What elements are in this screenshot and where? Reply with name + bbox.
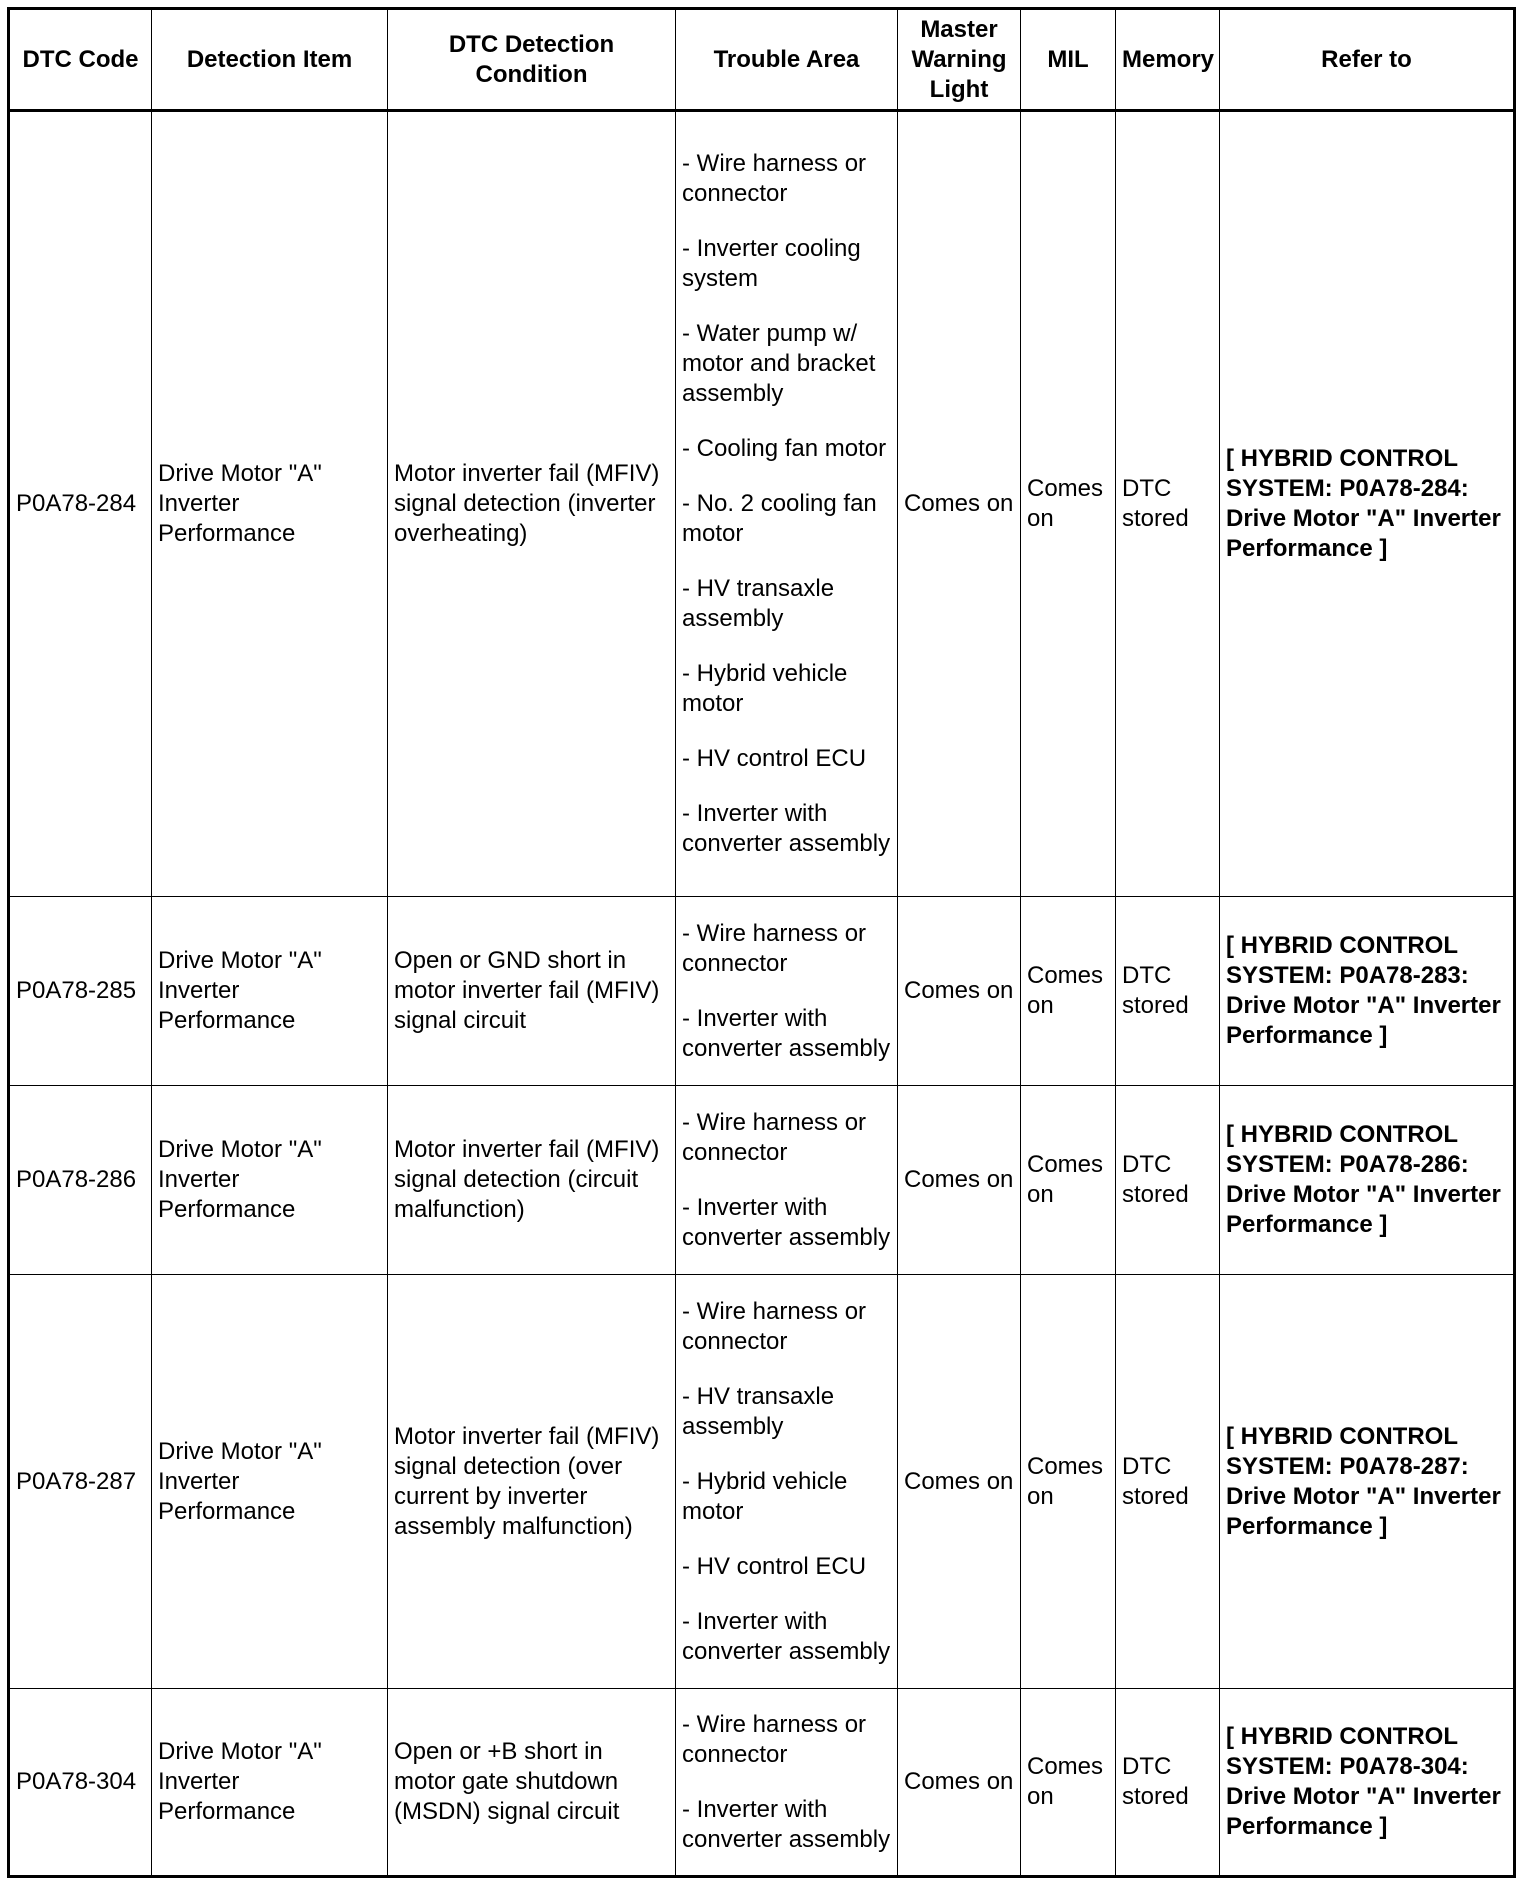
refer-to-cell: [ HYBRID CONTROL SYSTEM: P0A78-304: Drive Motor "A" Inverter Performance ] [1220, 1689, 1515, 1877]
dtc-code-cell: P0A78-287 [9, 1275, 152, 1689]
trouble-area-item: - HV control ECU [682, 1552, 867, 1580]
trouble-area-item: - HV control ECU [682, 745, 867, 772]
trouble-area-item: - HV transaxle assembly [682, 1382, 835, 1440]
mil-cell: Comes on [1021, 897, 1116, 1086]
mil-cell: Comes on [1021, 1086, 1116, 1275]
detection-condition-cell: Motor inverter fail (MFIV) signal detection (over current by inverter assembly malfunction) [388, 1275, 676, 1689]
trouble-area-item: - Cooling fan motor [682, 435, 887, 462]
trouble-area-item: - Inverter with converter assembly [682, 1607, 891, 1665]
detection-item-cell: Drive Motor "A" Inverter Performance [152, 1275, 388, 1689]
detection-condition-cell: Open or +B short in motor gate shutdown (MSDN) signal circuit [388, 1689, 676, 1877]
memory-cell: DTC stored [1116, 1689, 1220, 1877]
dtc-code-cell: P0A78-286 [9, 1086, 152, 1275]
trouble-area-list [682, 919, 891, 1064]
master-warning-light-cell: Comes on [898, 1275, 1021, 1689]
header-detection-condition: DTC Detection Condition [388, 9, 676, 111]
memory-cell: DTC stored [1116, 1275, 1220, 1689]
refer-to-cell: [ HYBRID CONTROL SYSTEM: P0A78-286: Drive Motor "A" Inverter Performance ] [1220, 1086, 1515, 1275]
detection-condition-cell: Open or GND short in motor inverter fail (MFIV) signal circuit [388, 897, 676, 1086]
master-warning-light-cell: Comes on [898, 1689, 1021, 1877]
trouble-area-item: - Inverter with converter assembly [682, 1004, 891, 1062]
dtc-code-cell: P0A78-285 [9, 897, 152, 1086]
trouble-area-item: - Inverter cooling system [682, 235, 861, 292]
refer-to-cell: [ HYBRID CONTROL SYSTEM: P0A78-284: Drive Motor "A" Inverter Performance ] [1220, 111, 1515, 897]
trouble-area-item: - Water pump w/ motor and bracket assembly [682, 320, 876, 407]
master-warning-light-cell: Comes on [898, 897, 1021, 1086]
detection-item-cell: Drive Motor "A" Inverter Performance [152, 1689, 388, 1877]
detection-condition-cell: Motor inverter fail (MFIV) signal detection (inverter overheating) [388, 111, 676, 897]
trouble-area-item: - No. 2 cooling fan motor [682, 490, 877, 547]
trouble-area-item: - HV transaxle assembly [682, 575, 835, 632]
trouble-area-list [682, 1297, 891, 1667]
trouble-area-cell [676, 1689, 898, 1877]
trouble-area-item: - Wire harness or connector [682, 1710, 867, 1768]
mil-cell: Comes on [1021, 1275, 1116, 1689]
table-row [9, 1086, 1515, 1275]
trouble-area-item: - Hybrid vehicle motor [682, 1467, 848, 1525]
trouble-area-list [682, 1710, 891, 1855]
trouble-area-item: - Wire harness or connector [682, 150, 867, 207]
detection-item-cell: Drive Motor "A" Inverter Performance [152, 1086, 388, 1275]
dtc-code-cell: P0A78-284 [9, 111, 152, 897]
trouble-area-list [682, 1108, 891, 1253]
refer-to-cell: [ HYBRID CONTROL SYSTEM: P0A78-287: Drive Motor "A" Inverter Performance ] [1220, 1275, 1515, 1689]
mil-cell: Comes on [1021, 1689, 1116, 1877]
header-detection-item: Detection Item [152, 9, 388, 111]
detection-item-cell: Drive Motor "A" Inverter Performance [152, 111, 388, 897]
table-row [9, 111, 1515, 897]
header-trouble-area: Trouble Area [676, 9, 898, 111]
table-row [9, 897, 1515, 1086]
dtc-table [7, 7, 1516, 1878]
mil-cell: Comes on [1021, 111, 1116, 897]
header-dtc-code: DTC Code [9, 9, 152, 111]
detection-condition-cell: Motor inverter fail (MFIV) signal detection (circuit malfunction) [388, 1086, 676, 1275]
trouble-area-cell [676, 1086, 898, 1275]
memory-cell: DTC stored [1116, 1086, 1220, 1275]
header-memory: Memory [1116, 9, 1220, 111]
trouble-area-item: - Hybrid vehicle motor [682, 660, 848, 717]
header-row [9, 9, 1515, 111]
table-row [9, 1689, 1515, 1877]
trouble-area-cell [676, 1275, 898, 1689]
trouble-area-item: - Wire harness or connector [682, 919, 867, 977]
memory-cell: DTC stored [1116, 111, 1220, 897]
master-warning-light-cell: Comes on [898, 1086, 1021, 1275]
trouble-area-item: - Inverter with converter assembly [682, 1795, 891, 1853]
header-refer-to: Refer to [1220, 9, 1515, 111]
trouble-area-list [682, 149, 891, 859]
refer-to-cell: [ HYBRID CONTROL SYSTEM: P0A78-283: Drive Motor "A" Inverter Performance ] [1220, 897, 1515, 1086]
trouble-area-item: - Wire harness or connector [682, 1108, 867, 1166]
header-mil: MIL [1021, 9, 1116, 111]
trouble-area-item: - Inverter with converter assembly [682, 800, 891, 857]
trouble-area-cell [676, 111, 898, 897]
trouble-area-cell [676, 897, 898, 1086]
detection-item-cell: Drive Motor "A" Inverter Performance [152, 897, 388, 1086]
trouble-area-item: - Inverter with converter assembly [682, 1193, 891, 1251]
master-warning-light-cell: Comes on [898, 111, 1021, 897]
memory-cell: DTC stored [1116, 897, 1220, 1086]
table-row [9, 1275, 1515, 1689]
dtc-code-cell: P0A78-304 [9, 1689, 152, 1877]
header-master-warning-light: Master Warning Light [898, 9, 1021, 111]
trouble-area-item: - Wire harness or connector [682, 1297, 867, 1355]
